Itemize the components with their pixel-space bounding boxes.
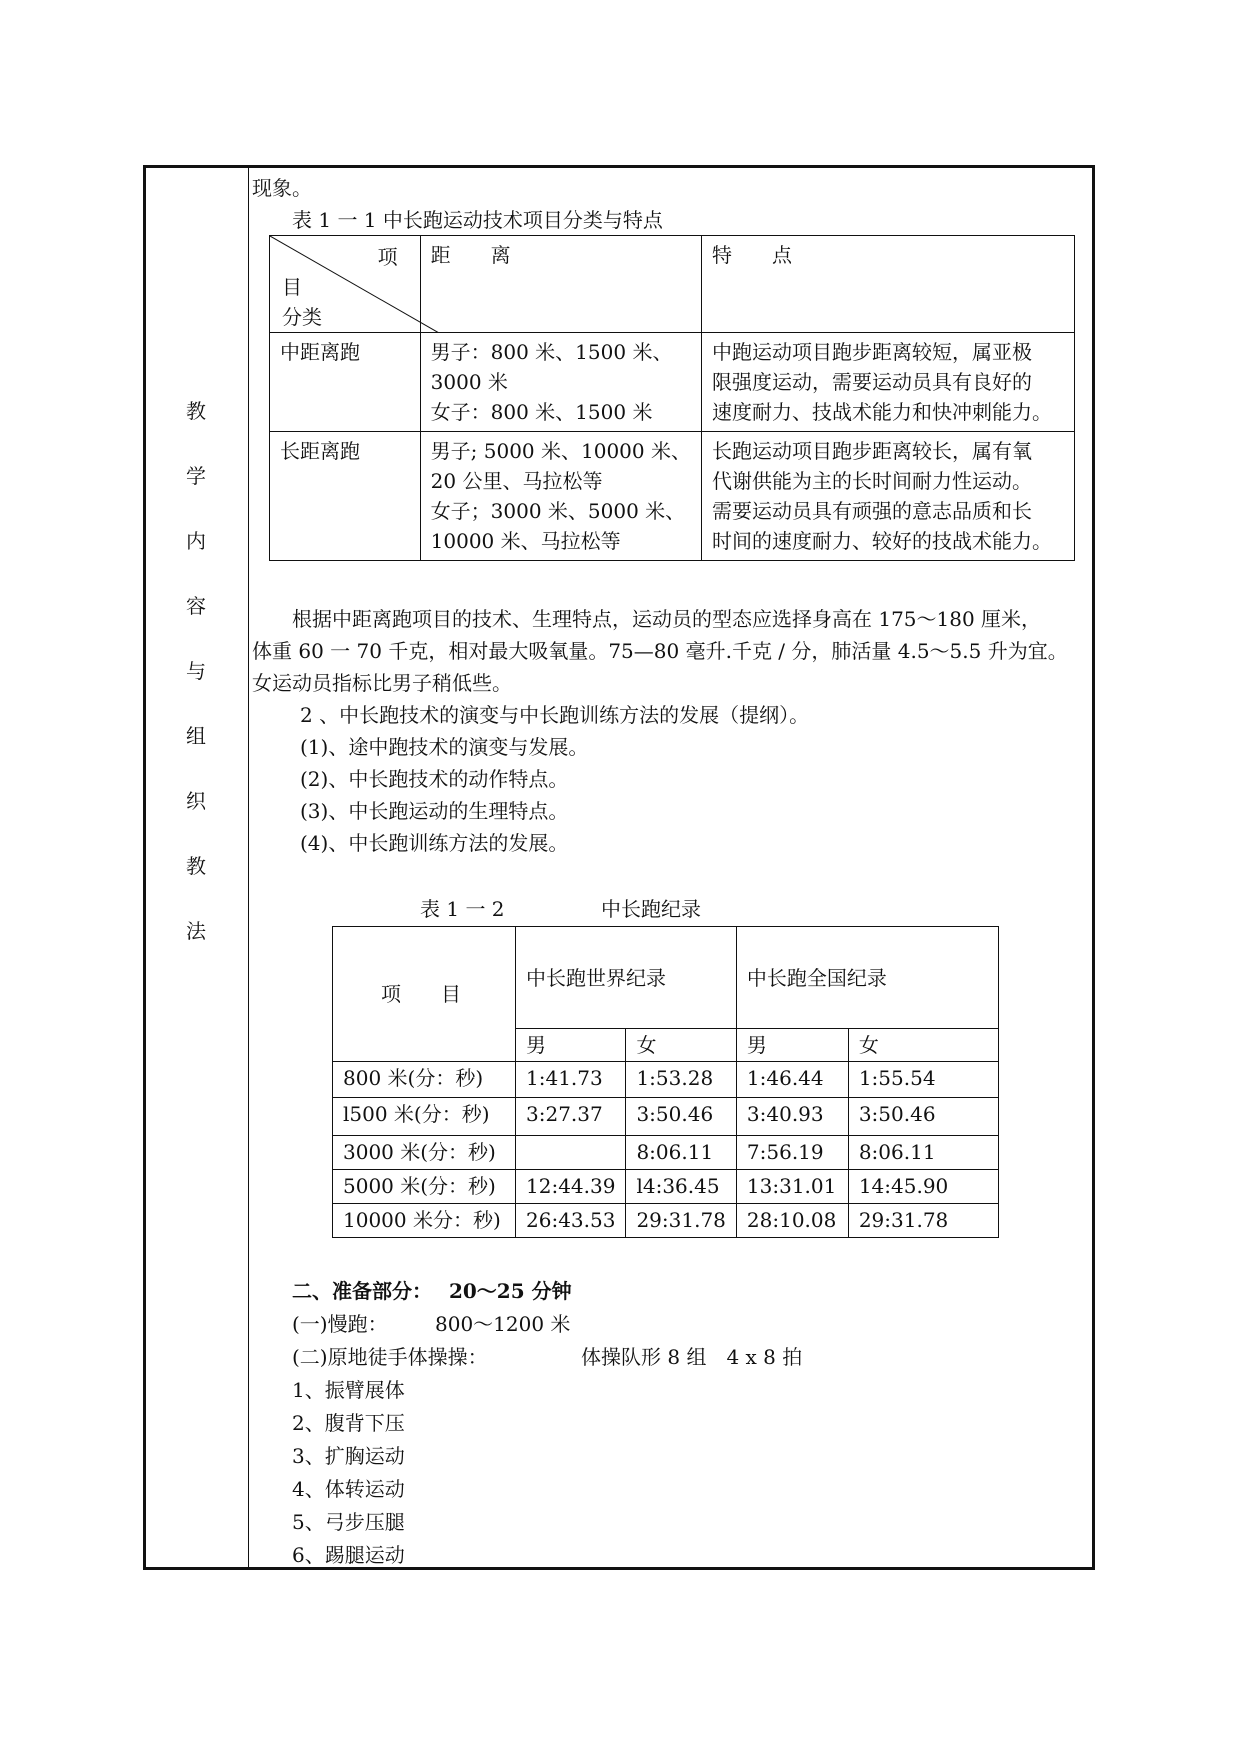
event-cell: 5000 米(分：秒): [333, 1170, 516, 1204]
record-cell: 29:31.78: [626, 1204, 736, 1238]
table-row: [333, 1204, 999, 1238]
table-row: [333, 1170, 999, 1204]
event-cell: 10000 米分：秒): [333, 1204, 516, 1238]
distance-line: 3000 米: [430, 370, 508, 394]
record-cell: 3:27.37: [516, 1098, 626, 1136]
content-area: [252, 168, 1092, 1567]
distance-cell: [420, 432, 701, 561]
left-label-char: 教: [186, 854, 206, 878]
record-cell: 7:56.19: [736, 1136, 848, 1170]
jog-label: (一)慢跑：: [292, 1312, 388, 1336]
paragraph-line: 体重 60 一 70 千克，相对最大吸氧量。75—80 毫升.千克 / 分，肺活量 4.5～5.5 升为宜。: [252, 639, 1068, 663]
distance-header: 距 离: [420, 236, 701, 333]
world-male-header: 男: [516, 1029, 626, 1062]
table1-header-row: [270, 236, 1075, 333]
table2-caption-number: 表 1 一 2: [420, 897, 505, 921]
diag-label-bottom: 分类: [282, 305, 322, 329]
record-cell: 1:46.44: [736, 1062, 848, 1098]
left-label-char: 教: [186, 399, 206, 423]
left-label-char: 法: [186, 919, 206, 943]
left-label-char: 与: [186, 659, 206, 683]
section2-title: 2 、中长跑技术的演变与中长跑训练方法的发展（提纲）。: [300, 703, 810, 727]
prep-item: 3、扩胸运动: [292, 1444, 405, 1468]
record-cell: 8:06.11: [626, 1136, 736, 1170]
record-cell: 3:50.46: [848, 1098, 998, 1136]
distance-line: 20 公里、马拉松等: [430, 469, 603, 493]
record-cell: 3:40.93: [736, 1098, 848, 1136]
record-cell: 13:31.01: [736, 1170, 848, 1204]
world-record-header: 中长跑世界纪录: [516, 927, 737, 1029]
distance-line: 男子; 5000 米、10000 米、: [430, 439, 691, 463]
records-table: [332, 926, 999, 1238]
prep-item: 2、腹背下压: [292, 1411, 405, 1435]
prep-section-title: 二、准备部分： 20～25 分钟: [292, 1279, 572, 1303]
distance-cell: [420, 333, 701, 432]
paragraph-line: 根据中距离跑项目的技术、生理特点，运动员的型态应选择身高在 175～180 厘米，: [292, 607, 1042, 631]
records-header-row: [333, 927, 999, 1029]
distance-line: 男子：800 米、1500 米、: [430, 340, 673, 364]
record-cell: 12:44.39: [516, 1170, 626, 1204]
record-cell: 1:41.73: [516, 1062, 626, 1098]
table-row: [333, 1136, 999, 1170]
prep-item: 6、踢腿运动: [292, 1543, 405, 1567]
left-label-char: 组: [186, 724, 206, 748]
event-cell: 3000 米(分：秒): [333, 1136, 516, 1170]
table-row: [333, 1098, 999, 1136]
distance-line: 女子：800 米、1500 米: [430, 400, 653, 424]
diag-label-mid: 目: [282, 275, 302, 299]
feature-header: 特 点: [702, 236, 1075, 333]
left-label-char: 内: [186, 529, 206, 553]
section2-item: (2)、中长跑技术的动作特点。: [300, 767, 569, 791]
section2-item: (3)、中长跑运动的生理特点。: [300, 799, 569, 823]
event-cell: l500 米(分：秒): [333, 1098, 516, 1136]
left-label-column: [146, 168, 249, 1567]
record-cell: 8:06.11: [848, 1136, 998, 1170]
record-cell: 26:43.53: [516, 1204, 626, 1238]
record-cell: 28:10.08: [736, 1204, 848, 1238]
diag-label-top: 项: [377, 245, 398, 269]
distance-line: 女子；3000 米、5000 米、: [430, 499, 686, 523]
prep-item: 1、振臂展体: [292, 1378, 405, 1402]
left-label-char: 学: [186, 464, 206, 488]
record-cell: 3:50.46: [626, 1098, 736, 1136]
record-cell: 14:45.90: [848, 1170, 998, 1204]
feature-line: 时间的速度耐力、较好的技战术能力。: [712, 529, 1052, 553]
feature-cell: [702, 333, 1075, 432]
national-female-header: 女: [848, 1029, 998, 1062]
national-record-header: 中长跑全国纪录: [736, 927, 998, 1029]
table-row: [333, 1062, 999, 1098]
world-female-header: 女: [626, 1029, 736, 1062]
section2-item: (1)、途中跑技术的演变与发展。: [300, 735, 589, 759]
feature-line: 中跑运动项目跑步距离较短，属亚极: [712, 340, 1032, 364]
record-cell: 1:53.28: [626, 1062, 736, 1098]
category-cell: 中距离跑: [270, 333, 421, 432]
intro-line: 现象。: [252, 176, 312, 200]
feature-line: 速度耐力、技战术能力和快冲刺能力。: [712, 400, 1052, 424]
classification-table: [269, 235, 1075, 561]
feature-line: 长跑运动项目跑步距离较长，属有氧: [712, 439, 1032, 463]
record-cell: 29:31.78: [848, 1204, 998, 1238]
diagonal-header-cell: [270, 236, 421, 333]
feature-line: 限强度运动，需要运动员具有良好的: [712, 370, 1032, 394]
national-male-header: 男: [736, 1029, 848, 1062]
item-header: 项 目: [333, 927, 516, 1062]
left-label-char: 容: [186, 594, 206, 618]
distance-line: 10000 米、马拉松等: [430, 529, 621, 553]
lesson-frame: [143, 165, 1095, 1570]
table1-row-middle: [270, 333, 1075, 432]
record-cell: 1:55.54: [848, 1062, 998, 1098]
feature-line: 代谢供能为主的长时间耐力性运动。: [712, 469, 1032, 493]
event-cell: 800 米(分：秒): [333, 1062, 516, 1098]
category-cell: 长距离跑: [270, 432, 421, 561]
gym-label: (二)原地徒手体操操：: [292, 1345, 488, 1369]
table2-caption-title: 中长跑纪录: [601, 897, 701, 921]
prep-item: 5、弓步压腿: [292, 1510, 405, 1534]
feature-line: 需要运动员具有顽强的意志品质和长: [712, 499, 1032, 523]
gym-value: 体操队形 8 组 4 x 8 拍: [581, 1345, 803, 1369]
record-cell: l4:36.45: [626, 1170, 736, 1204]
record-cell: [516, 1136, 626, 1170]
left-label-char: 织: [186, 789, 206, 813]
prep-item: 4、体转运动: [292, 1477, 405, 1501]
table1-row-long: [270, 432, 1075, 561]
jog-value: 800～1200 米: [435, 1312, 571, 1336]
paragraph-line: 女运动员指标比男子稍低些。: [252, 671, 512, 695]
section2-item: (4)、中长跑训练方法的发展。: [300, 831, 569, 855]
table1-caption: 表 1 一 1 中长跑运动技术项目分类与特点: [292, 208, 663, 232]
feature-cell: [702, 432, 1075, 561]
